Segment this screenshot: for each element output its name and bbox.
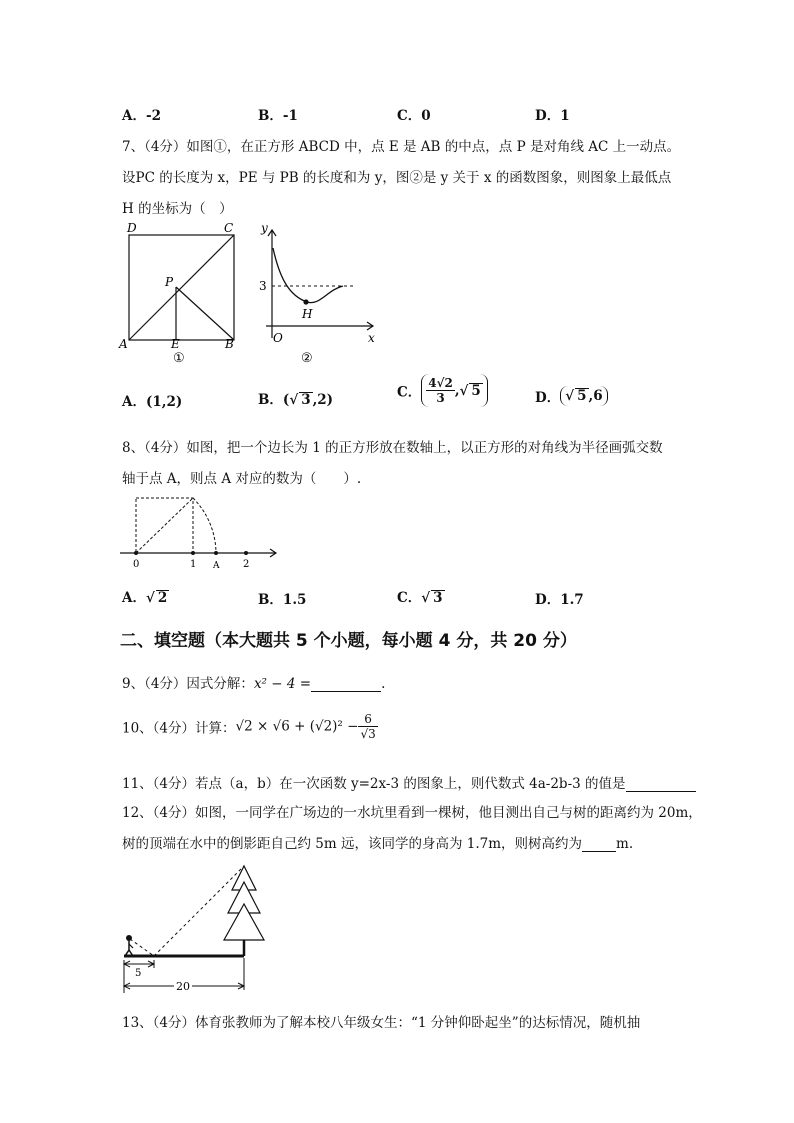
label-20: 20 [176, 980, 190, 993]
q9: 9、（4分）因式分解：x² − 4 = . [122, 676, 386, 692]
q12-line2: 树的顶端在水中的倒影距自己约 5m 远，该同学的身高为 1.7m，则树高约为 m. [122, 836, 634, 852]
tick-a: A [213, 561, 220, 571]
q7-line3: H 的坐标为（ ） [122, 201, 233, 217]
label-o: O [273, 331, 283, 345]
q7-line1: 7、（4分）如图①，在正方形 ABCD 中，点 E 是 AB 的中点，点 P 是对角线 AC 上一动点。 [122, 139, 681, 155]
q7-option-c: C． $\frac{4√2}{3}$ ,√ 5 [397, 374, 488, 407]
q10: 10、（4分）计算：√2 × √6 + (√2)² − $\frac{6}{√3}$ [122, 712, 376, 741]
tick-2: 2 [243, 559, 250, 570]
q8-number-line-figure [118, 490, 280, 572]
q7-figures [115, 220, 385, 368]
q8-option-a: A．√ 2 [122, 590, 168, 606]
q6-option-d: D．1 [535, 108, 570, 124]
label-p: P [165, 275, 174, 289]
q12-tree-figure [118, 858, 288, 998]
q7-option-a: A．(1,2) [122, 394, 183, 410]
figure-2-caption: ② [301, 351, 313, 366]
q7-option-b: B．(√ 3 ,2) [258, 392, 334, 408]
tick-0: 0 [133, 559, 140, 570]
label-h: H [302, 307, 313, 321]
label-e: E [171, 337, 180, 351]
q8-option-c: C．√ 3 [397, 590, 443, 606]
function-graph [259, 221, 375, 366]
q11: 11、（4分）若点（a，b）在一次函数 y=2x-3 的图象上，则代数式 4a-2b-3 的值是 [122, 772, 696, 792]
q8-line2: 轴于点 A，则点 A 对应的数为（ ）. [122, 471, 362, 487]
q6-option-c: C．0 [397, 108, 431, 124]
label-a: A [119, 337, 128, 351]
q7-option-d: D． √ 5 ,6 [535, 386, 608, 406]
q12-answer-blank[interactable] [582, 837, 616, 852]
label-y: y [261, 221, 268, 235]
label-b: B [225, 337, 234, 351]
q8-line1: 8、（4分）如图，把一个边长为 1 的正方形放在数轴上，以正方形的对角线为半径画弧交数 [122, 440, 663, 456]
label-5: 5 [135, 968, 142, 979]
q6-option-b: B．-1 [258, 108, 298, 124]
label-d: D [127, 221, 137, 235]
q7-line2: 设PC 的长度为 x，PE 与 PB 的长度和为 y，图②是 y 关于 x 的函数图象，则图象上最低点 [122, 170, 672, 186]
label-c: C [224, 221, 234, 235]
q12-line1: 12、（4分）如图，一同学在广场边的一水坑里看到一棵树，他目测出自己与树的距离约为 20m， [122, 805, 702, 821]
q9-answer-blank[interactable] [311, 677, 381, 692]
q8-option-b: B．1.5 [258, 592, 307, 608]
figure-1-caption: ① [173, 351, 185, 366]
label-x: x [368, 331, 375, 345]
q6-option-a: A．-2 [122, 108, 161, 124]
tick-1: 1 [190, 559, 197, 570]
square-figure [118, 221, 234, 366]
q13: 13、（4分）体育张教师为了解本校八年级女生：“1 分钟仰卧起坐”的达标情况，随机抽 [122, 1015, 641, 1031]
section-2-title: 二、填空题（本大题共 5 个小题，每小题 4 分，共 20 分） [120, 631, 577, 651]
label-3: 3 [259, 279, 267, 293]
q8-option-d: D．1.7 [535, 592, 584, 608]
q11-answer-blank[interactable] [626, 777, 696, 792]
